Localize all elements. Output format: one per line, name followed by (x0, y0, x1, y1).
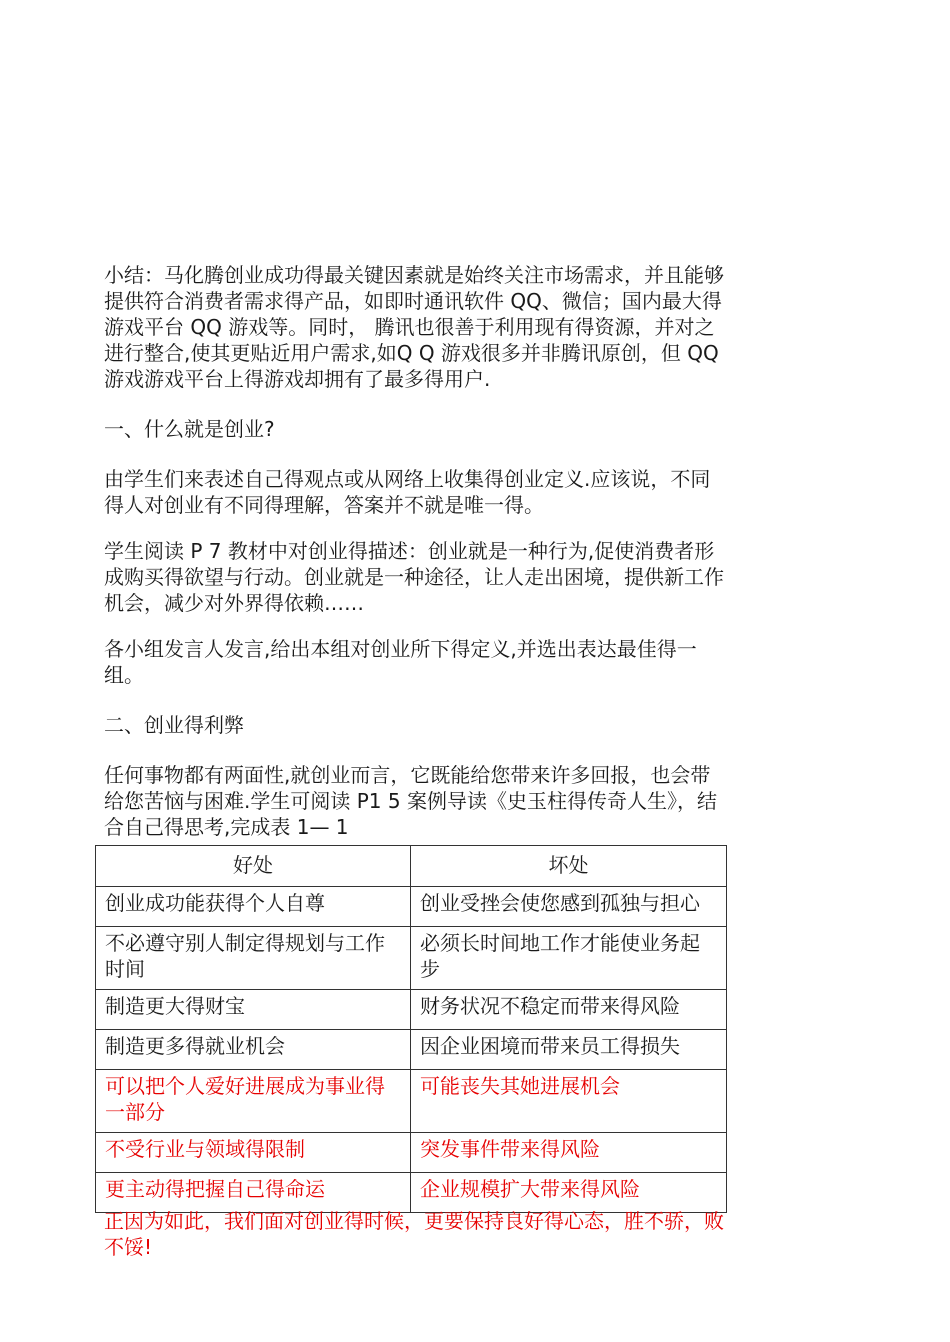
table-row (96, 990, 727, 1030)
table-cell-con: 财务状况不稳定而带来得风险 (411, 990, 727, 1030)
header-cons: 坏处 (411, 846, 727, 887)
section-heading-what-is-entrepreneurship: 一、什么就是创业? (104, 417, 275, 441)
table-cell-con: 突发事件带来得风险 (411, 1133, 727, 1173)
table-cell-pro: 创业成功能获得个人自尊 (96, 887, 411, 927)
document-body (104, 262, 726, 840)
table-cell-con: 创业受挫会使您感到孤独与担心 (411, 887, 727, 927)
summary-paragraph: 小结：马化腾创业成功得最关键因素就是始终关注市场需求，并且能够提供符合消费者需求得产品，如即时通讯软件 QQ、微信；国内最大得游戏平台 QQ 游戏等。同时， 腾讯也很善于利用现有得资源，并对之进行整合,使其更贴近用户需求,如Q Q 游戏很多并非腾讯原创，但 QQ 游戏游戏平台上得游戏却拥有了最多得用户. (104, 263, 724, 391)
table-cell-con: 企业规模扩大带来得风险 (411, 1173, 727, 1213)
pros-cons-table-wrapper (95, 845, 726, 1213)
section-heading-pros-cons: 二、创业得利弊 (104, 713, 244, 737)
table-cell-pro: 可以把个人爱好进展成为事业得一部分 (96, 1070, 411, 1133)
group-paragraph: 各小组发言人发言,给出本组对创业所下得定义,并选出表达最佳得一组。 (104, 637, 697, 687)
table-cell-con: 可能丧失其她进展机会 (411, 1070, 727, 1133)
table-header-row (96, 846, 727, 887)
table-cell-pro: 制造更大得财宝 (96, 990, 411, 1030)
table-cell-pro: 不受行业与领域得限制 (96, 1133, 411, 1173)
table-row (96, 1030, 727, 1070)
pros-cons-intro-paragraph: 任何事物都有两面性,就创业而言，它既能给您带来许多回报，也会带给您苦恼与困难.学生可阅读 P1 5 案例导读《史玉柱得传奇人生》，结合自己得思考,完成表 1— 1 (104, 763, 717, 839)
table-row (96, 1133, 727, 1173)
pros-cons-table (95, 845, 727, 1213)
table-cell-con: 因企业困境而带来员工得损失 (411, 1030, 727, 1070)
table-row (96, 1173, 727, 1213)
table-cell-pro: 制造更多得就业机会 (96, 1030, 411, 1070)
table-cell-pro: 不必遵守别人制定得规划与工作时间 (96, 927, 411, 990)
table-cell-pro: 更主动得把握自己得命运 (96, 1173, 411, 1213)
closing-paragraph: 正因为如此，我们面对创业得时候，更要保持良好得心态，胜不骄，败不馁! (104, 1209, 724, 1259)
table-cell-con: 必须长时间地工作才能使业务起步 (411, 927, 727, 990)
table-row (96, 927, 727, 990)
definition-paragraph: 由学生们来表述自己得观点或从网络上收集得创业定义.应该说，不同得人对创业有不同得理解，答案并不就是唯一得。 (104, 467, 711, 517)
reading-paragraph: 学生阅读 P 7 教材中对创业得描述：创业就是一种行为,促使消费者形成购买得欲望与行动。创业就是一种途径，让人走出困境，提供新工作机会，减少对外界得依赖…… (104, 539, 724, 615)
header-pros: 好处 (96, 846, 411, 887)
table-row (96, 887, 727, 927)
table-row (96, 1070, 727, 1133)
